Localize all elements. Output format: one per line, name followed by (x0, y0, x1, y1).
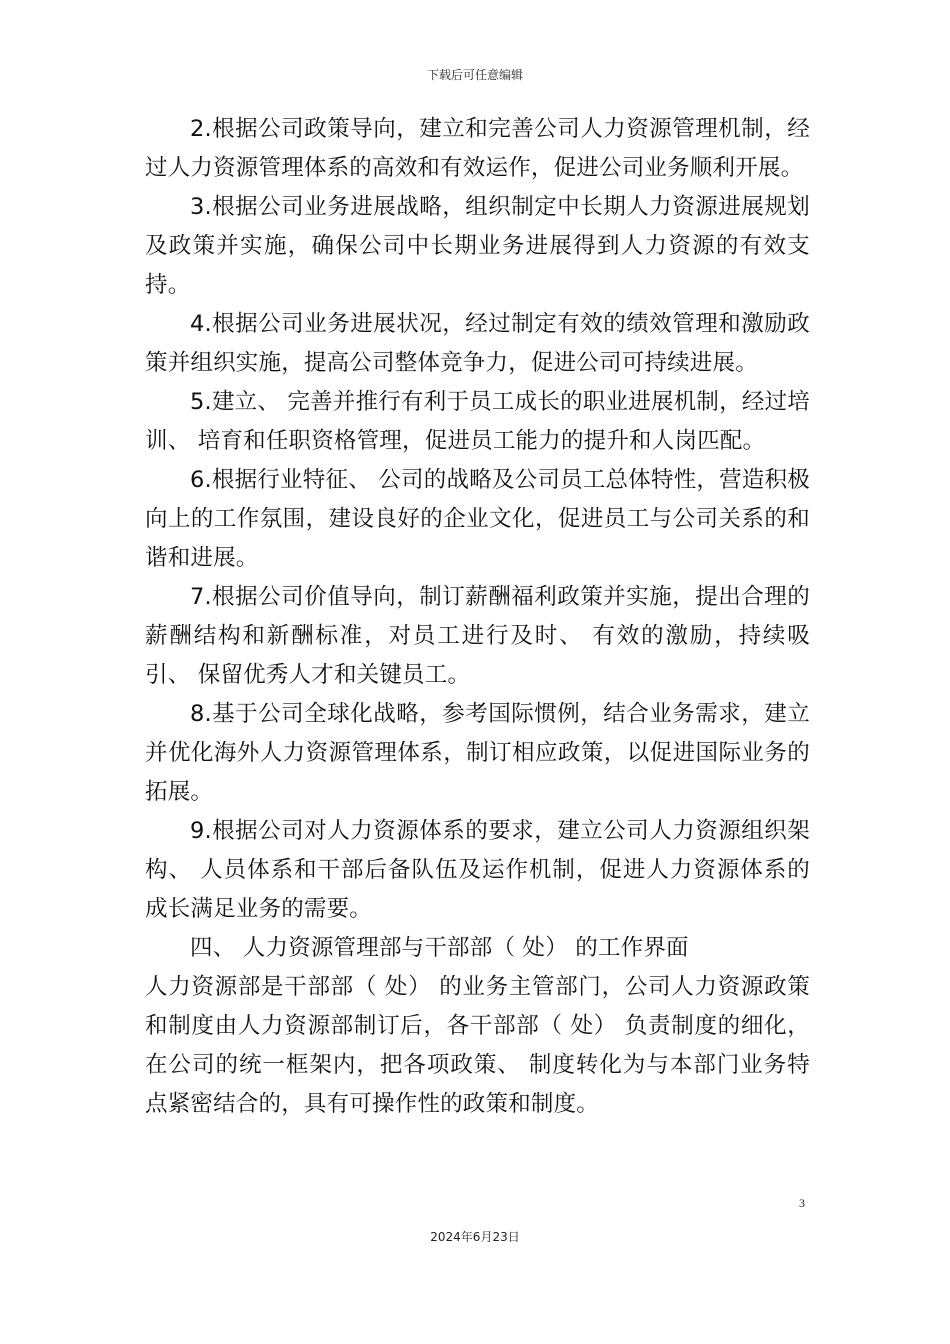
paragraph-item-7: 7.根据公司价值导向，制订薪酬福利政策并实施，提出合理的薪酬结构和新酬标准，对员工进行及时、 有效的激励，持续吸引、 保留优秀人才和关键员工。 (145, 584, 810, 688)
paragraph-item-3: 3.根据公司业务进展战略，组织制定中长期人力资源进展规划及政策并实施，确保公司中长期业务进展得到人力资源的有效支持。 (145, 194, 810, 298)
paragraph-item-8: 8.基于公司全球化战略，参考国际惯例，结合业务需求，建立并优化海外人力资源管理体系，制订相应政策，以促进国际业务的拓展。 (145, 701, 810, 805)
section-heading: 四、 人力资源管理部与干部部（ 处） 的工作界面 (190, 935, 689, 961)
page-footer-date: 2024年6月23日 (430, 1230, 520, 1244)
section-body: 人力资源部是干部部（ 处） 的业务主管部门，公司人力资源政策和制度由人力资源部制订后，各干部部（ 处） 负责制度的细化，在公司的统一框架内，把各项政策、 制度转化为与本部门业务特点紧密结合的，具有可操作性的政策和制度。 (145, 974, 810, 1117)
page-number: 3 (799, 1196, 805, 1210)
paragraph-item-5: 5.建立、 完善并推行有利于员工成长的职业进展机制，经过培训、 培育和任职资格管理，促进员工能力的提升和人岗匹配。 (145, 389, 810, 454)
paragraph-item-6: 6.根据行业特征、 公司的战略及公司员工总体特性，营造积极向上的工作氛围，建设良好的企业文化，促进员工与公司关系的和谐和进展。 (145, 467, 810, 571)
paragraph-item-2: 2.根据公司政策导向，建立和完善公司人力资源管理机制，经过人力资源管理体系的高效和有效运作，促进公司业务顺利开展。 (145, 116, 810, 181)
page-header: 下载后可任意编辑 (426, 68, 523, 82)
paragraph-item-9: 9.根据公司对人力资源体系的要求，建立公司人力资源组织架构、 人员体系和干部后备队伍及运作机制，促进人力资源体系的成长满足业务的需要。 (145, 818, 810, 922)
paragraph-item-4: 4.根据公司业务进展状况，经过制定有效的绩效管理和激励政策并组织实施，提高公司整体竞争力，促进公司可持续进展。 (145, 311, 810, 376)
document-body (145, 110, 810, 1124)
